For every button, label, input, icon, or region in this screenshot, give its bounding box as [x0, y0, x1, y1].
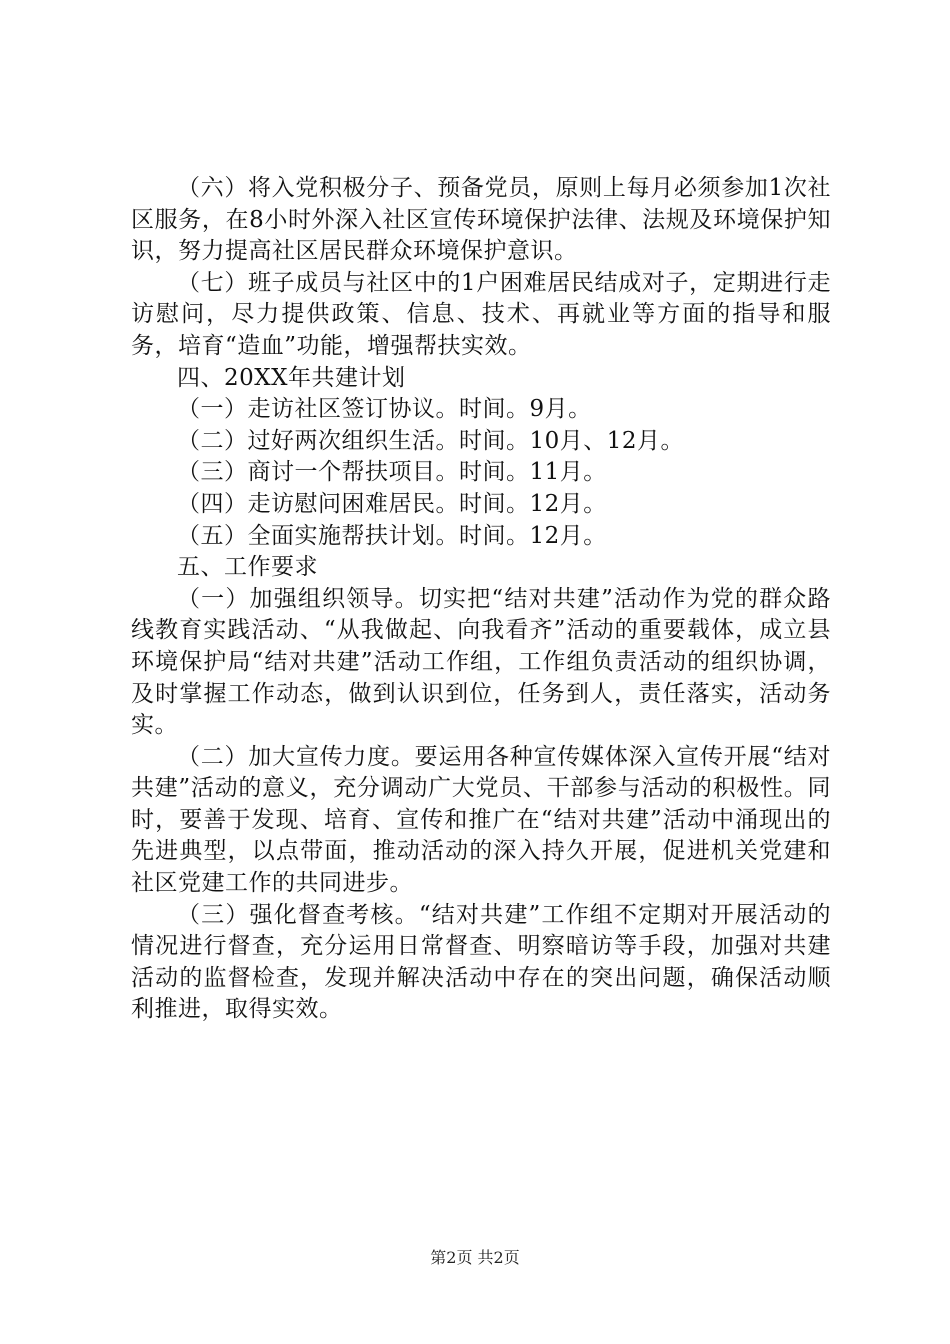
plan-item: （一）走访社区签订协议。时间。9月。 — [177, 396, 592, 423]
section-heading: 四、20XX年共建计划 — [177, 364, 406, 391]
document-body — [131, 173, 831, 1026]
plan-item: （四）走访慰问困难居民。时间。12月。 — [177, 490, 607, 517]
paragraph: （三）强化督查考核。“结对共建”工作组不定期对开展活动的情况进行督查，充分运用日常督查、明察暗访等手段，加强对共建活动的监督检查，发现并解决活动中存在的突出问题，确保活动顺利推进，取得实效。 — [131, 901, 831, 1023]
section-heading: 五、工作要求 — [177, 554, 318, 581]
paragraph: （七）班子成员与社区中的1户困难居民结成对子，定期进行走访慰问，尽力提供政策、信息、技术、再就业等方面的指导和服务，培育“造血”功能，增强帮扶实效。 — [131, 269, 831, 359]
plan-item: （三）商讨一个帮扶项目。时间。11月。 — [177, 459, 607, 486]
page-footer: 第2页 共2页 — [430, 1248, 520, 1267]
plan-item: （二）过好两次组织生活。时间。10月、12月。 — [177, 427, 685, 454]
paragraph: （一）加强组织领导。切实把“结对共建”活动作为党的群众路线教育实践活动、“从我做起、向我看齐”活动的重要载体，成立县环境保护局“结对共建”活动工作组，工作组负责活动的组织协调，及时掌握工作动态，做到认识到位，任务到人，责任落实，活动务实。 — [131, 585, 831, 739]
plan-item: （五）全面实施帮扶计划。时间。12月。 — [177, 522, 607, 549]
paragraph: （六）将入党积极分子、预备党员，原则上每月必须参加1次社区服务，在8小时外深入社区宣传环境保护法律、法规及环境保护知识，努力提高社区居民群众环境保护意识。 — [131, 175, 831, 265]
paragraph: （二）加大宣传力度。要运用各种宣传媒体深入宣传开展“结对共建”活动的意义，充分调动广大党员、干部参与活动的积极性。同时，要善于发现、培育、宣传和推广在“结对共建”活动中涌现出的先进典型，以点带面，推动活动的深入持久开展，促进机关党建和社区党建工作的共同进步。 — [131, 743, 831, 897]
